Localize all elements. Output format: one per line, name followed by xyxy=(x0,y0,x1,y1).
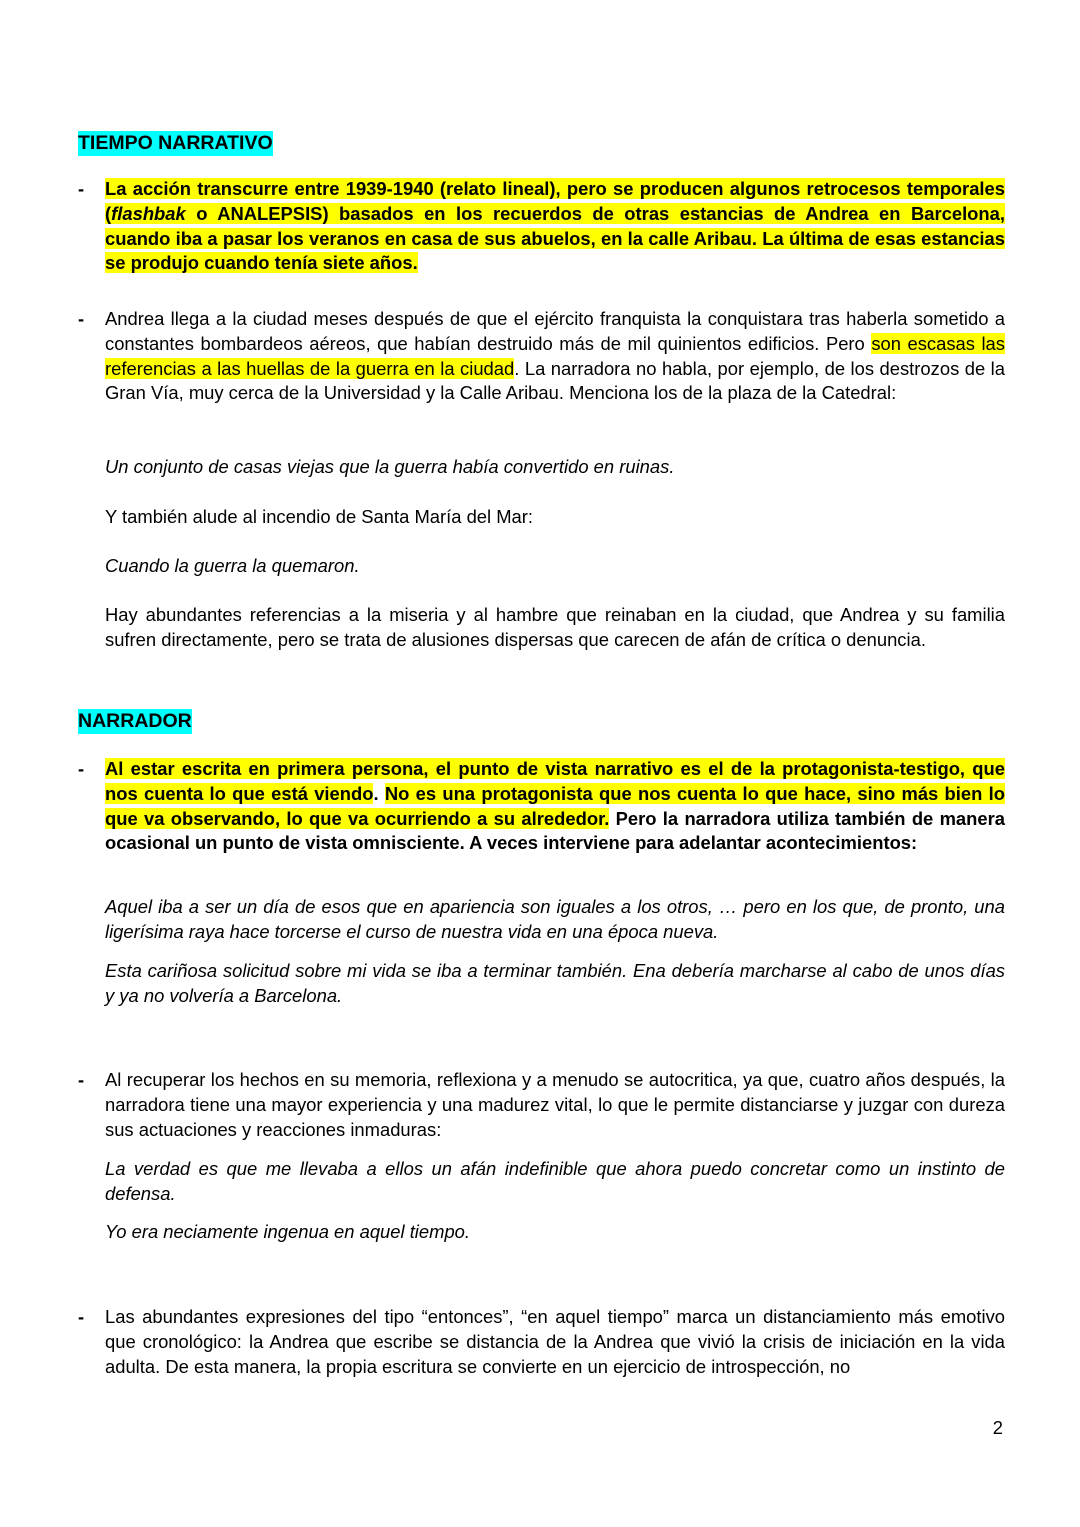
text-run: La acción transcurre entre 1939-1940 (relato lineal), pero se producen algunos retrocesos temporales ( xyxy=(105,178,1005,224)
bullet-dash: - xyxy=(78,308,85,329)
section-heading-tiempo-narrativo xyxy=(78,131,273,156)
quote-aquel-dia: Aquel iba a ser un día de esos que en apariencia son iguales a los otros, … pero en los que, de pronto, una ligerísima raya hace torcerse el curso de nuestra vida en una época nueva. xyxy=(105,896,1005,942)
text-run: . La narradora no habla, por ejemplo, de los destrozos de la Gran Vía, muy cerca de la Universidad y la Calle Aribau. Menciona los de la plaza de la Catedral: xyxy=(105,357,1006,404)
text-run: Pero la narradora utiliza también de manera ocasional un punto de vista omnisciente. A veces interviene para adelantar acontecimientos: xyxy=(105,807,1006,854)
bullet-dash: - xyxy=(78,1069,85,1090)
page-number: 2 xyxy=(992,1417,1003,1438)
quote-carinosa-solicitud: Esta cariñosa solicitud sobre mi vida se iba a terminar también. Ena debería marcharse al cabo de unos días y ya no volvería a Barcelona. xyxy=(105,960,1005,1006)
text-run: Andrea llega a la ciudad meses después de que el ejército franquista la conquistara tras haberla sometido a constantes bombardeos aéreos, que habían destruido más de mil quinientos edificios. Pero xyxy=(105,308,1005,354)
quote-casas-viejas: Un conjunto de casas viejas que la guerra había convertido en ruinas. xyxy=(105,456,675,477)
paragraph-recuperar-hechos: Al recuperar los hechos en su memoria, reflexiona y a menudo se autocritica, ya que, cuatro años después, la narradora tiene una mayor experiencia y una madurez vital, lo que le permite distanciarse y juzgar con dureza sus actuaciones y reacciones inmaduras: xyxy=(105,1069,1005,1140)
highlight-text xyxy=(105,178,1005,273)
paragraph-andrea-llega xyxy=(105,307,1005,406)
paragraph-incendio: Y también alude al incendio de Santa María del Mar: xyxy=(105,506,534,527)
heading-text: NARRADOR xyxy=(78,710,192,732)
quote-afan-indefinible: La verdad es que me llevaba a ellos un afán indefinible que ahora puedo concretar como un instinto de defensa. xyxy=(105,1158,1005,1204)
quote-quemaron: Cuando la guerra la quemaron. xyxy=(105,555,360,576)
section-heading-narrador xyxy=(78,709,192,734)
text-run-italic: flashbak xyxy=(111,202,186,224)
paragraph-expresiones: Las abundantes expresiones del tipo “entonces”, “en aquel tiempo” marca un distanciamiento más emotivo que cronológico: la Andrea que escribe se distancia de la Andrea que vivió la crisis de iniciación en la vida adulta. De esta manera, la propia escritura se convierte en un ejercicio de introspección, no xyxy=(105,1306,1005,1377)
bullet-dash: - xyxy=(78,178,85,199)
quote-neciamente-ingenua: Yo era neciamente ingenua en aquel tiempo. xyxy=(105,1221,471,1242)
highlight-text: son escasas las referencias a las huellas de la guerra en la ciudad xyxy=(105,332,1005,379)
text-run: o ANALEPSIS) basados en los recuerdos de otras estancias de Andrea en Barcelona, cuando iba a pasar los veranos en casa de sus abuelos, en la calle Aribau. La última de esas estancias se produjo cuando tenía siete años. xyxy=(105,202,1005,274)
heading-text: TIEMPO NARRATIVO xyxy=(78,132,273,154)
bullet-dash: - xyxy=(78,1306,85,1327)
highlight-text: Al estar escrita en primera persona, el punto de vista narrativo es el de la protagonista-testigo, que nos cuenta lo que está viendo xyxy=(105,758,1005,804)
paragraph-tiempo-accion xyxy=(105,177,1005,276)
bullet-dash: - xyxy=(78,758,85,779)
text-run: . xyxy=(373,782,385,804)
paragraph-miseria: Hay abundantes referencias a la miseria y al hambre que reinaban en la ciudad, que Andrea y su familia sufren directamente, pero se trata de alusiones dispersas que carecen de afán de crítica o denuncia. xyxy=(105,604,1005,650)
paragraph-primera-persona xyxy=(105,757,1005,856)
highlight-text: No es una protagonista que nos cuenta lo que hace, sino más bien lo que va observando, lo que va ocurriendo a su alrededor. xyxy=(105,782,1005,829)
